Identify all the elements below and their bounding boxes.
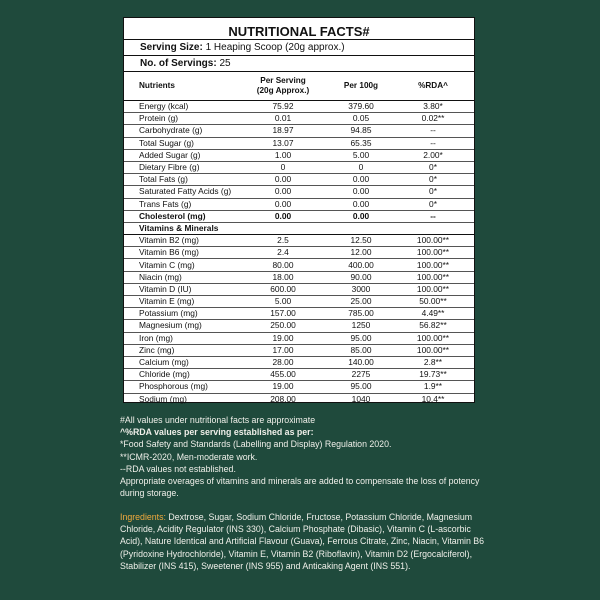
rda-value: [392, 222, 474, 234]
servings-count-label: No. of Servings:: [140, 58, 217, 69]
per-100g-value: 25.00: [330, 296, 392, 308]
table-header-row: [124, 72, 474, 101]
nutrient-name: Vitamins & Minerals: [124, 222, 236, 234]
rda-value: 1.9**: [392, 381, 474, 393]
per-serving-value: 17.00: [236, 344, 330, 356]
section-row: [124, 222, 474, 234]
per-serving-value: 600.00: [236, 283, 330, 295]
per-serving-value: [236, 222, 330, 234]
rda-value: --: [392, 125, 474, 137]
per-100g-value: 95.00: [330, 332, 392, 344]
rda-value: 56.82**: [392, 320, 474, 332]
nutrient-name: Potassium (mg): [124, 308, 236, 320]
per-100g-value: 12.50: [330, 235, 392, 247]
per-serving-value: 0.00: [236, 198, 330, 210]
per-serving-value: 208.00: [270, 393, 296, 404]
rda-value: 100.00**: [392, 271, 474, 283]
rda-value: --: [392, 210, 474, 222]
rda-value: 10.4**: [421, 393, 445, 404]
nutrient-name: Total Sugar (g): [124, 137, 236, 149]
nutrient-name: Trans Fats (g): [124, 198, 236, 210]
table-row: [124, 296, 474, 308]
per-serving-value: 157.00: [236, 308, 330, 320]
rda-value: 19.73**: [392, 369, 474, 381]
per-serving-value: 0: [236, 161, 330, 173]
per-serving-value: 80.00: [236, 259, 330, 271]
rda-value: 0*: [392, 198, 474, 210]
nutrient-name: Iron (mg): [124, 332, 236, 344]
table-row: [124, 149, 474, 161]
ingredients-text: Dextrose, Sugar, Sodium Chloride, Fructose, Potassium Chloride, Magnesium Chloride, Acidity Regulator (INS 330), Calcium Phosphate (Dibasic), Vitamin C (L-ascorbic Acid), Nature Identical and Artificial Flavour (Guava), Ferrous Citrate, Zinc, Niacin, Vitamin B6 (Pyridoxine Hydrochloride), Vitamin E, Vitamin B2 (Riboflavin), Vitamin D2 (Ergocalciferol), Stabilizer (INS 415), Sweetener (INS 955) and Anticaking Agent (INS 551).: [120, 512, 485, 571]
per-100g-value: 2275: [330, 369, 392, 381]
table-row: [124, 332, 474, 344]
nutrient-name: Phosphorous (mg): [124, 381, 236, 393]
table-row: [124, 198, 474, 210]
table-row: [124, 381, 474, 393]
nutrient-name: Vitamin B6 (mg): [124, 247, 236, 259]
per-serving-value: 19.00: [236, 332, 330, 344]
rda-value: 100.00**: [392, 259, 474, 271]
per-serving-value: 75.92: [236, 101, 330, 113]
ingredients-list: [120, 511, 490, 572]
footnote-rda-na: --RDA values not established.: [120, 463, 236, 474]
per-100g-value: 0: [330, 161, 392, 173]
rda-value: 0*: [392, 174, 474, 186]
table-row: [124, 101, 474, 113]
per-serving-value: 2.5: [236, 235, 330, 247]
table-row: [124, 247, 474, 259]
nutrient-name: Vitamin D (IU): [124, 283, 236, 295]
nutrient-name: Zinc (mg): [124, 344, 236, 356]
nutrient-name: Dietary Fibre (g): [124, 161, 236, 173]
table-row: [124, 344, 474, 356]
per-serving-value: 5.00: [236, 296, 330, 308]
rda-value: 100.00**: [392, 235, 474, 247]
table-row: [124, 369, 474, 381]
footnote-approx: #All values under nutritional facts are approximate: [120, 415, 316, 425]
footnote-rda-basis: ^%RDA values per serving established as per:: [120, 427, 314, 438]
per-100g-value: 0.00: [330, 186, 392, 198]
serving-size-value: 1 Heaping Scoop (20g approx.): [202, 42, 345, 53]
per-100g-value: 0.05: [330, 113, 392, 125]
per-serving-value: 0.00: [236, 186, 330, 198]
footnote-icmr: **ICMR-2020, Men-moderate work.: [120, 451, 258, 462]
servings-count: [124, 56, 474, 72]
footnote-overages: Appropriate overages of vitamins and minerals are added to compensate the loss of potency during storage.: [120, 476, 480, 499]
header-per-serving-text: Per Serving (20g Approx.): [256, 76, 310, 95]
nutrient-name: Added Sugar (g): [124, 149, 236, 161]
table-row: [124, 125, 474, 137]
nutrient-name: Niacin (mg): [124, 271, 236, 283]
header-rda: %RDA^: [392, 72, 474, 101]
rda-value: 2.00*: [392, 149, 474, 161]
table-row: [124, 186, 474, 198]
per-100g-value: 12.00: [330, 247, 392, 259]
per-serving-value: 0.00: [236, 210, 330, 222]
serving-size-label: Serving Size:: [140, 42, 203, 53]
per-100g-value: 65.35: [330, 137, 392, 149]
per-100g-value: 1040: [351, 393, 371, 404]
rda-value: 100.00**: [392, 247, 474, 259]
per-100g-value: 0.00: [330, 174, 392, 186]
table-row: [124, 271, 474, 283]
nutrient-name: Vitamin C (mg): [124, 259, 236, 271]
per-100g-value: 85.00: [330, 344, 392, 356]
per-100g-value: 785.00: [330, 308, 392, 320]
per-serving-value: 455.00: [236, 369, 330, 381]
rda-value: 100.00**: [392, 332, 474, 344]
table-row: [124, 393, 474, 405]
rda-value: --: [392, 137, 474, 149]
per-100g-value: 1250: [330, 320, 392, 332]
nutrition-facts-panel: [123, 17, 475, 403]
per-100g-value: 90.00: [330, 271, 392, 283]
per-100g-value: 3000: [330, 283, 392, 295]
per-serving-value: 19.00: [236, 381, 330, 393]
per-serving-value: 0.00: [236, 174, 330, 186]
rda-value: 0.02**: [392, 113, 474, 125]
rda-value: 100.00**: [392, 344, 474, 356]
per-100g-value: 140.00: [330, 356, 392, 368]
panel-title: NUTRITIONAL FACTS#: [124, 18, 474, 40]
per-serving-value: 13.07: [236, 137, 330, 149]
per-serving-value: 0.01: [236, 113, 330, 125]
rda-value: 2.8**: [392, 356, 474, 368]
nutrient-name: Magnesium (mg): [124, 320, 236, 332]
nutrient-name: Calcium (mg): [124, 356, 236, 368]
serving-size: [124, 40, 474, 56]
nutrient-name: Energy (kcal): [124, 101, 236, 113]
rda-value: 4.49**: [392, 308, 474, 320]
footnote-fssai: *Food Safety and Standards (Labelling and Display) Regulation 2020.: [120, 439, 392, 450]
nutrient-name: Total Fats (g): [124, 174, 236, 186]
per-100g-value: 5.00: [330, 149, 392, 161]
header-per-100g: Per 100g: [330, 72, 392, 101]
nutrient-name: Carbohydrate (g): [124, 125, 236, 137]
per-serving-value: 18.00: [236, 271, 330, 283]
footnotes: [120, 414, 490, 499]
per-100g-value: 94.85: [330, 125, 392, 137]
per-serving-value: 2.4: [236, 247, 330, 259]
nutrition-table: [124, 72, 474, 405]
per-100g-value: [330, 222, 392, 234]
rda-value: 100.00**: [392, 283, 474, 295]
rda-value: 50.00**: [392, 296, 474, 308]
nutrient-name: Vitamin E (mg): [124, 296, 236, 308]
per-serving-value: 1.00: [236, 149, 330, 161]
per-serving-value: 250.00: [236, 320, 330, 332]
table-row: [124, 137, 474, 149]
nutrient-name: Cholesterol (mg): [124, 210, 236, 222]
table-row: [124, 174, 474, 186]
header-nutrients: Nutrients: [124, 72, 236, 101]
nutrient-name: Protein (g): [124, 113, 236, 125]
ingredients-label: Ingredients:: [120, 512, 166, 522]
table-row: [124, 283, 474, 295]
per-100g-value: 0.00: [330, 210, 392, 222]
nutrient-name: Sodium (mg): [139, 393, 187, 404]
per-100g-value: 95.00: [330, 381, 392, 393]
table-row: [124, 356, 474, 368]
table-row: [124, 308, 474, 320]
table-row: [124, 259, 474, 271]
table-row: [124, 161, 474, 173]
nutrient-name: Saturated Fatty Acids (g): [124, 186, 236, 198]
per-100g-value: 400.00: [330, 259, 392, 271]
table-row: [124, 113, 474, 125]
table-row: [124, 210, 474, 222]
header-per-serving: [236, 72, 330, 101]
rda-value: 0*: [392, 161, 474, 173]
table-row: [124, 320, 474, 332]
nutrient-name: Vitamin B2 (mg): [124, 235, 236, 247]
nutrient-name: Chloride (mg): [124, 369, 236, 381]
per-serving-value: 18.97: [236, 125, 330, 137]
rda-value: 0*: [392, 186, 474, 198]
servings-count-value: 25: [216, 58, 231, 69]
per-serving-value: 28.00: [236, 356, 330, 368]
per-100g-value: 379.60: [330, 101, 392, 113]
per-100g-value: 0.00: [330, 198, 392, 210]
table-row: [124, 235, 474, 247]
rda-value: 3.80*: [392, 101, 474, 113]
